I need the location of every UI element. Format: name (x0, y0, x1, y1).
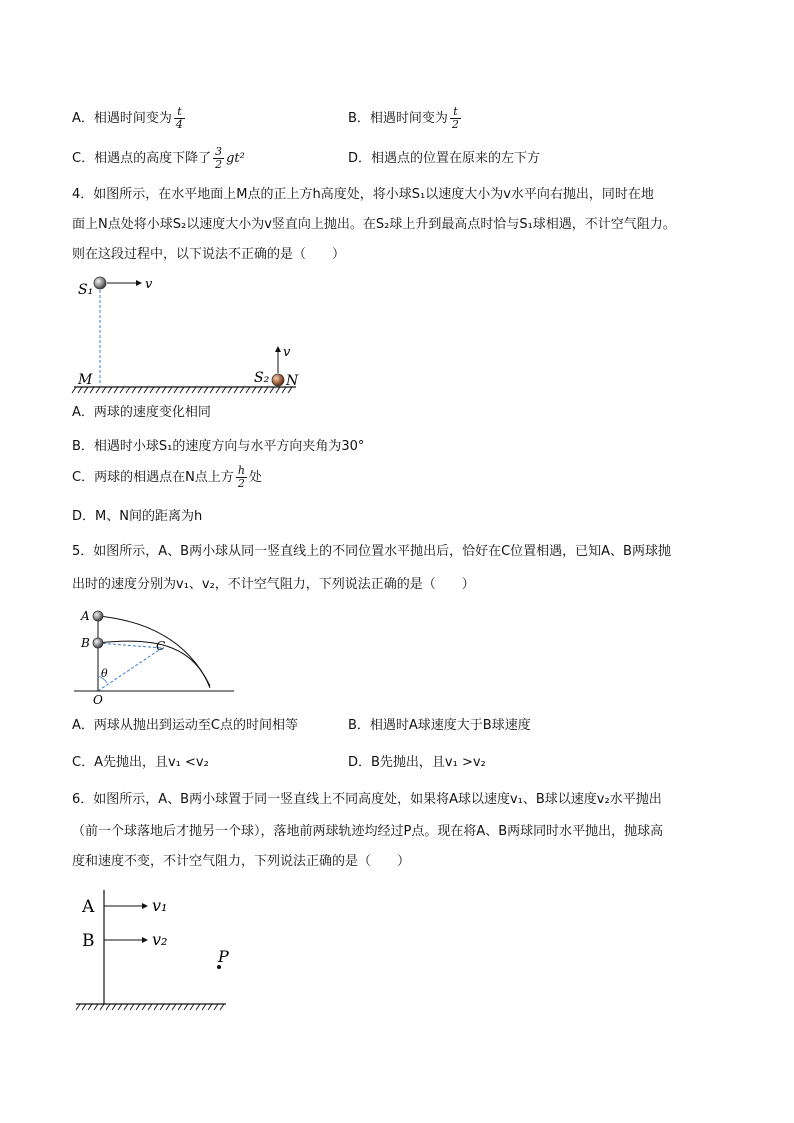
q6-stem-line2: （前一个球落地后才抛另一个球），落地前两球轨迹均经过P点。现在将A、B两球同时水平抛出，抛球高 (72, 824, 664, 839)
q5-stem-line1: 5．如图所示，A、B两小球从同一竖直线上的不同位置水平抛出后，恰好在C位置相遇，已知A、B两球抛 (72, 544, 671, 559)
q4-stem-line3: 则在这段过程中，以下说法不正确的是（ ） (72, 247, 346, 262)
option-text: 处 (248, 470, 262, 485)
q6-figure (70, 872, 240, 1017)
q3-option-a[interactable] (72, 106, 187, 131)
label-v2: v₂ (152, 930, 168, 949)
fraction: $\frac{t}{2}$ (451, 105, 459, 131)
q5-option-d[interactable]: D．B先抛出，且v₁ >v₂ (348, 755, 486, 770)
arrowhead (275, 346, 281, 352)
trajectory-a (98, 616, 210, 686)
label-m: M (78, 372, 93, 388)
ball-s2 (272, 374, 284, 386)
label-a: A (81, 609, 90, 623)
q4-option-c[interactable] (72, 465, 262, 490)
q6-stem-line3: 度和速度不变，不计空气阻力，下列说法正确的是（ ） (72, 854, 411, 869)
label-p: P (218, 947, 229, 966)
dashed-bc (98, 643, 162, 648)
label-s2: S₂ (254, 370, 270, 386)
arrowhead (136, 280, 142, 286)
fraction: $\frac{3}{2}$ (215, 145, 223, 171)
option-text: B．相遇时间变为 (348, 111, 448, 126)
q5-stem-line2: 出时的速度分别为v₁、v₂，不计空气阻力，下列说法正确的是（ ） (72, 577, 475, 592)
ball-b (93, 638, 103, 648)
label-o: O (93, 693, 103, 707)
ball-a (93, 611, 103, 621)
option-text: A．相遇时间变为 (72, 111, 172, 126)
option-text: D．相遇点的位置在原来的左下方 (348, 151, 541, 166)
q4-figure (70, 272, 310, 397)
q4-stem-line1: 4．如图所示，在水平地面上M点的正上方h高度处，将小球S₁以速度大小为v水平向右抛出，同时在地 (72, 187, 654, 202)
fraction: $\frac{t}{4}$ (175, 105, 183, 131)
label-theta: θ (101, 667, 108, 680)
ground-hatch (72, 387, 292, 393)
label-v-right: v (283, 345, 291, 360)
q5-option-c[interactable]: C．A先抛出，且v₁ <v₂ (72, 755, 209, 770)
label-c: C (156, 639, 166, 653)
q3-option-d[interactable] (348, 149, 540, 169)
label-n: N (286, 373, 299, 389)
q6-stem-line1: 6．如图所示，A、B两小球置于同一竖直线上不同高度处，如果将A球以速度v₁、B球以速度v₂水平抛出 (72, 792, 662, 807)
label-s1: S₁ (78, 282, 94, 298)
label-b: B (81, 636, 90, 650)
label-v-top: v (145, 277, 153, 292)
q4-option-a[interactable]: A．两球的速度变化相同 (72, 405, 211, 420)
fraction: $\frac{h}{2}$ (237, 464, 245, 490)
ground-hatch (76, 1004, 224, 1010)
q5-option-a[interactable]: A．两球从抛出到运动至C点的时间相等 (72, 718, 298, 733)
arrowhead (142, 937, 148, 943)
option-text: C．相遇点的高度下降了 (72, 151, 212, 166)
q4-option-b[interactable]: B．相遇时小球S₁的速度方向与水平方向夹角为30° (72, 439, 365, 454)
label-b: B (82, 931, 95, 951)
q5-option-b[interactable]: B．相遇时A球速度大于B球速度 (348, 718, 531, 733)
formula: gt² (226, 151, 245, 166)
label-v1: v₁ (152, 896, 168, 915)
ball-s1 (94, 277, 106, 289)
q4-option-d[interactable]: D．M、N间的距离为h (72, 509, 203, 524)
option-text: C．两球的相遇点在N点上方 (72, 470, 234, 485)
q4-stem-line2: 面上N点处将小球S₂以速度大小为v竖直向上抛出。在S₂球上升到最高点时恰与S₁球相遇，不计空气阻力。 (72, 217, 676, 232)
label-a: A (82, 897, 95, 917)
q3-option-b[interactable] (348, 106, 463, 131)
q3-option-c[interactable] (72, 146, 245, 171)
q5-figure (70, 606, 240, 706)
trajectory-b-curve (98, 641, 210, 688)
arrowhead (142, 903, 148, 909)
